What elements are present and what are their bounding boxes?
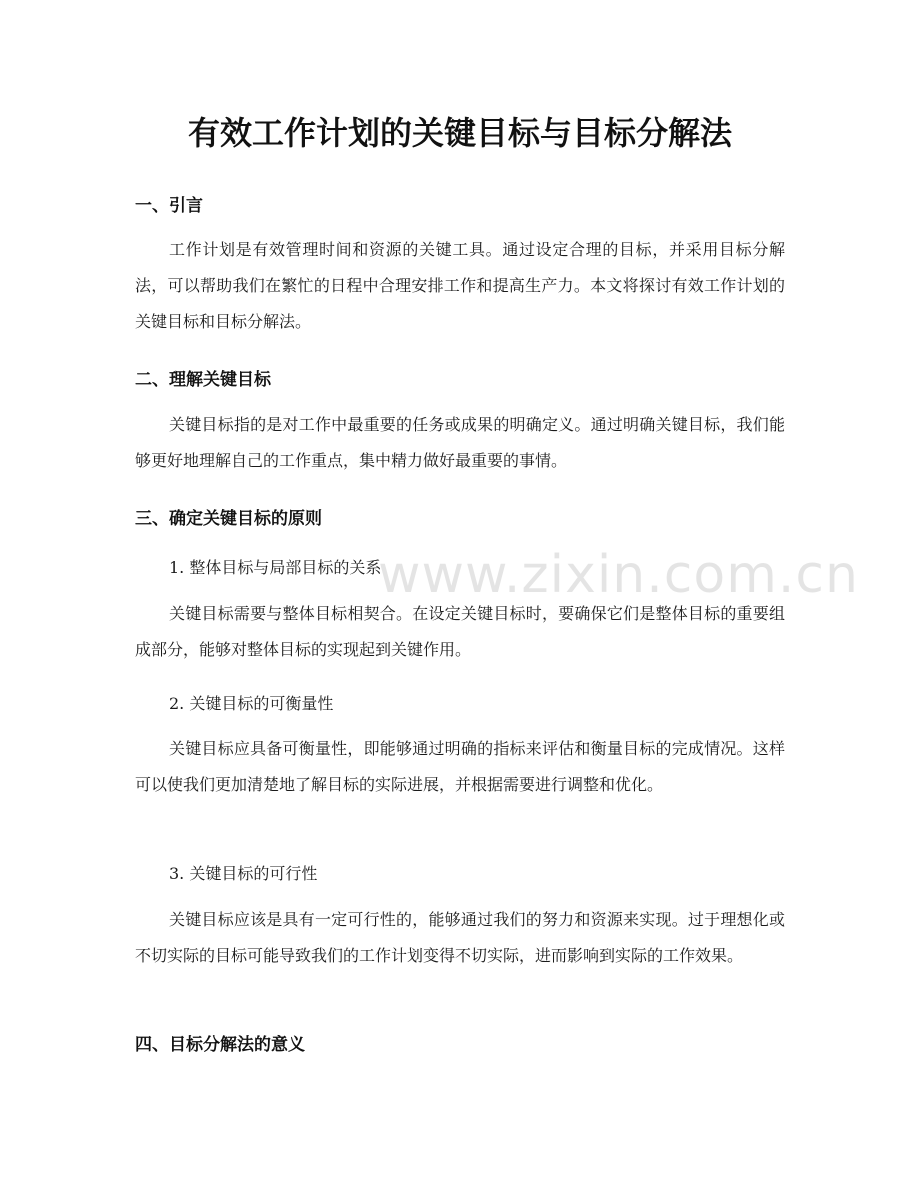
paragraph-principle-1: 关键目标需要与整体目标相契合。在设定关键目标时，要确保它们是整体目标的重要组成部分，能够对整体目标的实现起到关键作用。	[135, 604, 785, 659]
section-heading-decomposition: 四、目标分解法的意义	[135, 1035, 305, 1055]
subheading-principle-2: 2. 关键目标的可衡量性	[169, 694, 334, 713]
paragraph-intro: 工作计划是有效管理时间和资源的关键工具。通过设定合理的目标，并采用目标分解法，可以帮助我们在繁忙的日程中合理安排工作和提高生产力。本文将探讨有效工作计划的关键目标和目标分解法。	[135, 240, 785, 331]
paragraph-understand: 关键目标指的是对工作中最重要的任务或成果的明确定义。通过明确关键目标，我们能够更好地理解自己的工作重点，集中精力做好最重要的事情。	[135, 415, 785, 470]
section-heading-principles: 三、确定关键目标的原则	[135, 509, 322, 529]
page-title: 有效工作计划的关键目标与目标分解法	[187, 114, 732, 152]
section-heading-intro: 一、引言	[135, 196, 203, 216]
paragraph-principle-2: 关键目标应具备可衡量性，即能够通过明确的指标来评估和衡量目标的完成情况。这样可以使我们更加清楚地了解目标的实际进展，并根据需要进行调整和优化。	[135, 739, 785, 794]
paragraph-principle-3: 关键目标应该是具有一定可行性的，能够通过我们的努力和资源来实现。过于理想化或不切实际的目标可能导致我们的工作计划变得不切实际，进而影响到实际的工作效果。	[135, 910, 785, 965]
subheading-principle-1: 1. 整体目标与局部目标的关系	[169, 558, 382, 577]
watermark: www.zixin.com.cn	[378, 545, 859, 605]
section-heading-understand: 二、理解关键目标	[135, 370, 271, 390]
subheading-principle-3: 3. 关键目标的可行性	[169, 864, 318, 883]
